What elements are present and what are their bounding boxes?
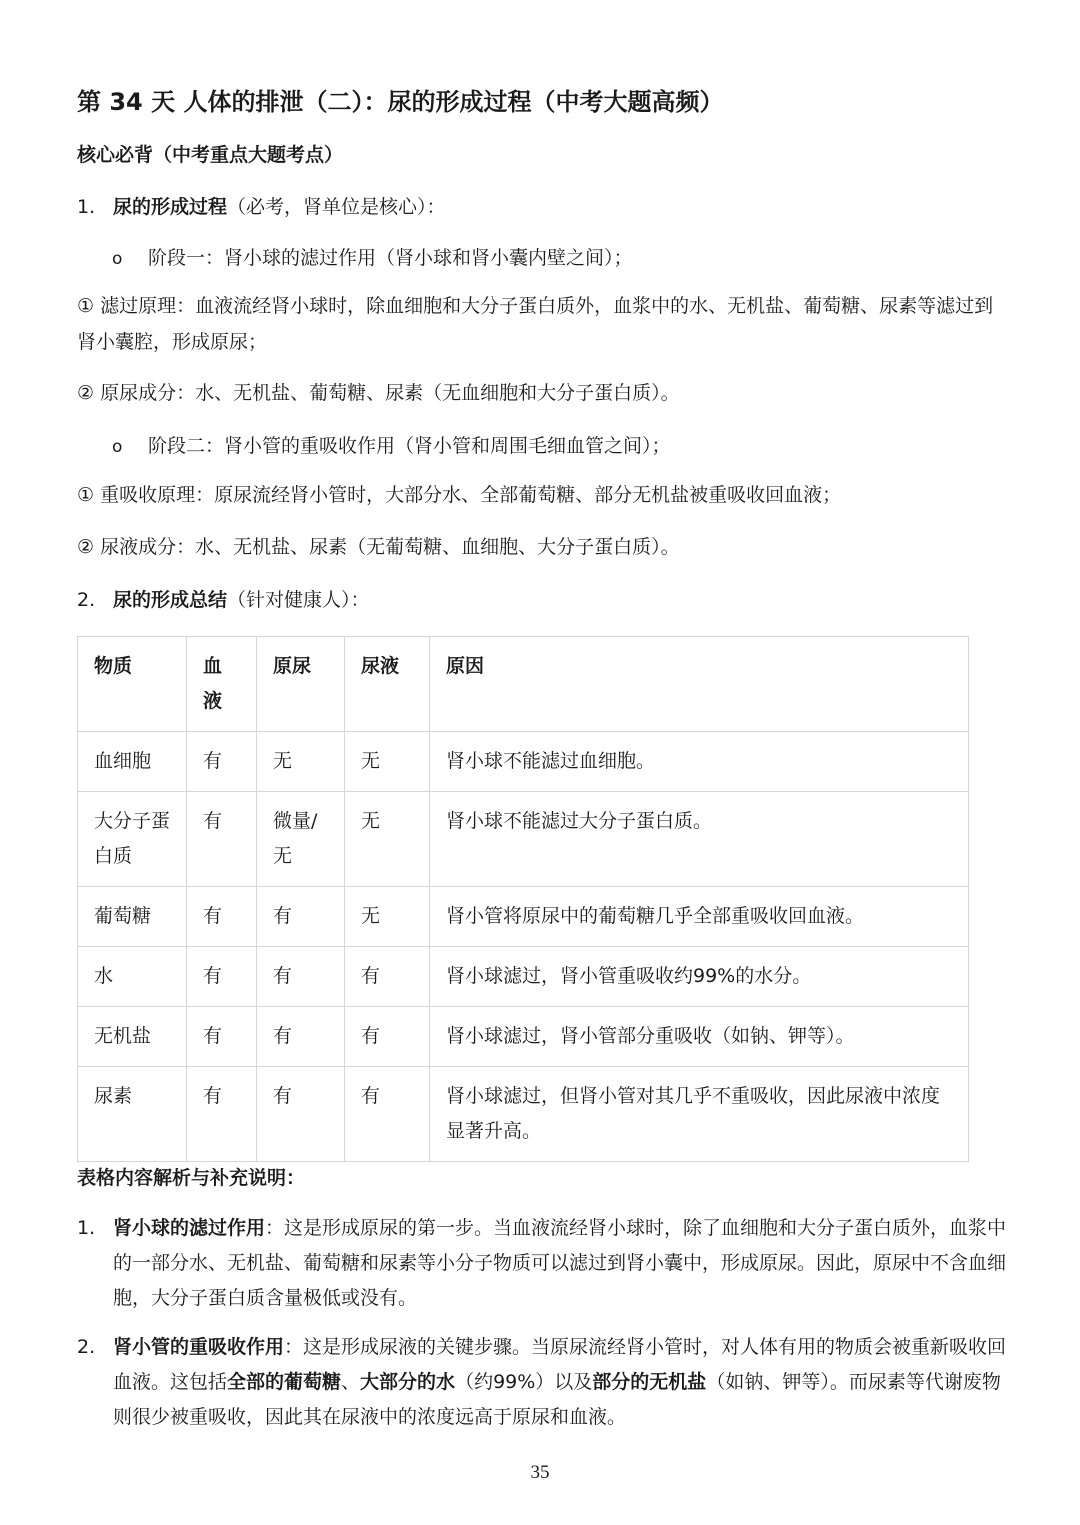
- cell-primary-urine: 有: [257, 1007, 345, 1067]
- note-emphasis: 全部的葡萄糖: [227, 1371, 342, 1393]
- stage-one-components: ② 原尿成分：水、无机盐、葡萄糖、尿素（无血细胞和大分子蛋白质）。: [77, 382, 680, 404]
- stage-one-text: 阶段一：肾小球的滤过作用（肾小球和肾小囊内壁之间）；: [148, 247, 633, 269]
- table-row: [78, 1007, 969, 1067]
- cell-reason: 肾小球不能滤过大分子蛋白质。: [430, 792, 969, 887]
- list-item-title: 尿的形成总结: [113, 589, 228, 611]
- list-number: 1.: [77, 1217, 96, 1239]
- cell-urine: 无: [345, 887, 430, 947]
- bullet-icon: o: [112, 437, 123, 457]
- header-urine: 尿液: [345, 637, 430, 732]
- stage-two-principle: ① 重吸收原理：原尿流经肾小管时，大部分水、全部葡萄糖、部分无机盐被重吸收回血液；: [77, 484, 842, 506]
- list-item-1: [77, 192, 446, 219]
- page-title: 第 34 天 人体的排泄（二）：尿的形成过程（中考大题高频）: [77, 88, 724, 116]
- note-item-2: [77, 1330, 1007, 1435]
- list-item-text: （针对健康人）：: [227, 589, 370, 611]
- note-title: 肾小管的重吸收作用: [113, 1336, 285, 1358]
- note-text: （如钠、钾等）。而尿素等代谢废物则很少被重吸收，因此其在尿液中的浓度远高于原尿和血液。: [113, 1371, 1001, 1428]
- table-row: [78, 732, 969, 792]
- note-emphasis: 部分的无机盐: [592, 1371, 707, 1393]
- note-text: ：这是形成原尿的第一步。当血液流经肾小球时，除了血细胞和大分子蛋白质外，血浆中的一部分水、无机盐、葡萄糖和尿素等小分子物质可以滤过到肾小囊中，形成原尿。因此，原尿中不含血细胞，大分子蛋白质含量极低或没有。: [113, 1217, 1007, 1309]
- stage-two-text: 阶段二：肾小管的重吸收作用（肾小管和周围毛细血管之间）；: [148, 435, 671, 457]
- cell-reason: 肾小球不能滤过血细胞。: [430, 732, 969, 792]
- header-substance: 物质: [78, 637, 187, 732]
- notes-heading: 表格内容解析与补充说明：: [77, 1167, 306, 1189]
- cell-primary-urine: 有: [257, 887, 345, 947]
- note-text: （约99%）以及: [455, 1371, 593, 1393]
- table-row: [78, 947, 969, 1007]
- cell-substance: 血细胞: [78, 732, 187, 792]
- cell-substance: 尿素: [78, 1067, 187, 1162]
- cell-primary-urine: 微量/无: [257, 792, 345, 887]
- note-text: 、: [341, 1371, 361, 1393]
- stage-two-components: ② 尿液成分：水、无机盐、尿素（无葡萄糖、血细胞、大分子蛋白质）。: [77, 536, 680, 558]
- cell-urine: 有: [345, 1067, 430, 1162]
- cell-substance: 水: [78, 947, 187, 1007]
- cell-blood: 有: [187, 947, 257, 1007]
- list-number: 1.: [77, 196, 96, 218]
- table-row: [78, 1067, 969, 1162]
- cell-primary-urine: 无: [257, 732, 345, 792]
- cell-urine: 无: [345, 732, 430, 792]
- note-text: ：这是形成尿液的关键步骤。当原尿流经肾小管时，对人体有用的物质会被重新吸收回血液。这包括: [113, 1336, 1007, 1393]
- cell-primary-urine: 有: [257, 1067, 345, 1162]
- header-reason: 原因: [430, 637, 969, 732]
- stage-one-principle: ① 滤过原理：血液流经肾小球时，除血细胞和大分子蛋白质外，血浆中的水、无机盐、葡萄糖、尿素等滤过到肾小囊腔，形成原尿；: [77, 295, 994, 353]
- cell-blood: 有: [187, 732, 257, 792]
- summary-table: [77, 636, 969, 1162]
- table-header-row: [78, 637, 969, 732]
- cell-reason: 肾小球滤过，肾小管部分重吸收（如钠、钾等）。: [430, 1007, 969, 1067]
- note-item-1: [77, 1211, 1007, 1316]
- cell-blood: 有: [187, 792, 257, 887]
- note-title: 肾小球的滤过作用: [113, 1217, 266, 1239]
- table-row: [78, 792, 969, 887]
- header-primary-urine: 原尿: [257, 637, 345, 732]
- page-number: 35: [530, 1462, 550, 1483]
- list-item-title: 尿的形成过程: [113, 196, 228, 218]
- stage-two-item: [112, 431, 671, 458]
- stage-one-item: [112, 243, 633, 270]
- cell-urine: 有: [345, 947, 430, 1007]
- note-emphasis: 大部分的水: [360, 1371, 456, 1393]
- list-number: 2.: [77, 589, 96, 611]
- cell-urine: 无: [345, 792, 430, 887]
- cell-reason: 肾小管将原尿中的葡萄糖几乎全部重吸收回血液。: [430, 887, 969, 947]
- list-item-2: [77, 585, 370, 612]
- cell-reason: 肾小球滤过，但肾小管对其几乎不重吸收，因此尿液中浓度显著升高。: [430, 1067, 969, 1162]
- section-heading: 核心必背（中考重点大题考点）: [77, 144, 344, 166]
- list-number: 2.: [77, 1336, 96, 1358]
- cell-reason: 肾小球滤过，肾小管重吸收约99%的水分。: [430, 947, 969, 1007]
- cell-primary-urine: 有: [257, 947, 345, 1007]
- cell-substance: 葡萄糖: [78, 887, 187, 947]
- list-item-text: （必考，肾单位是核心）：: [227, 196, 446, 218]
- cell-urine: 有: [345, 1007, 430, 1067]
- header-blood: 血液: [187, 637, 257, 732]
- table-row: [78, 887, 969, 947]
- cell-substance: 大分子蛋白质: [78, 792, 187, 887]
- cell-blood: 有: [187, 887, 257, 947]
- cell-blood: 有: [187, 1067, 257, 1162]
- cell-substance: 无机盐: [78, 1007, 187, 1067]
- bullet-icon: o: [112, 249, 123, 269]
- cell-blood: 有: [187, 1007, 257, 1067]
